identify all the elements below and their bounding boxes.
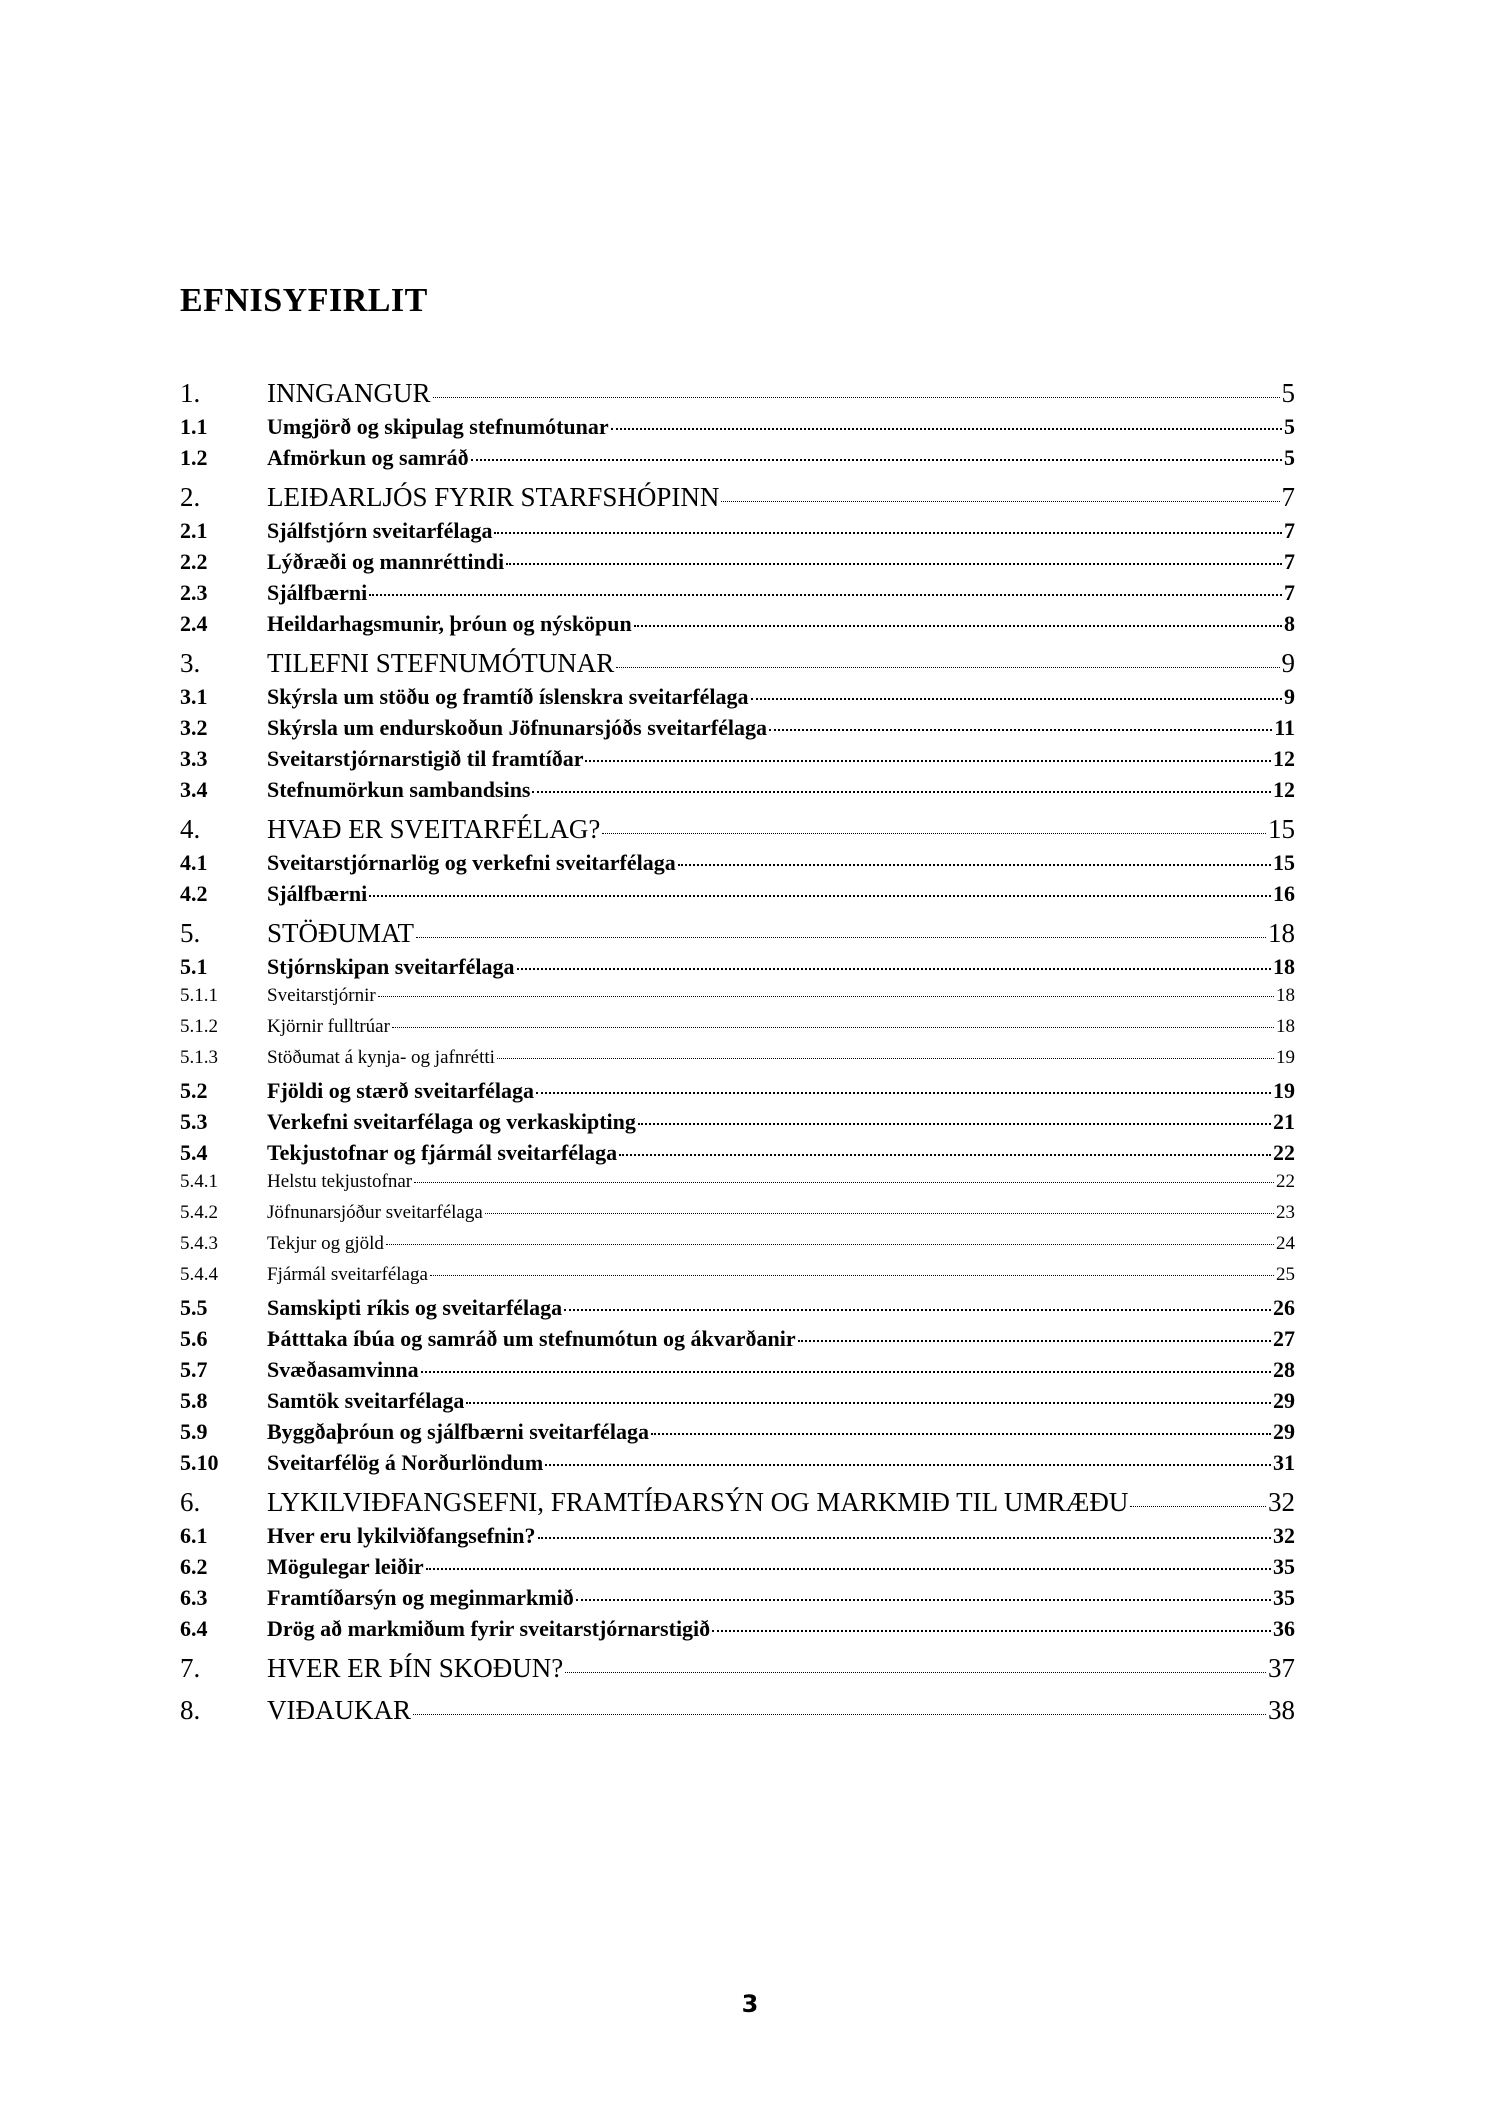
toc-entry-subsection[interactable] — [180, 1171, 1295, 1202]
toc-entry-page-number: 36 — [1273, 1616, 1295, 1641]
toc-dot-leader — [678, 864, 1271, 866]
toc-entry-section[interactable] — [180, 580, 1295, 611]
toc-entry-section[interactable] — [180, 445, 1295, 476]
toc-dot-leader — [413, 1714, 1266, 1715]
toc-entry-page-number: 25 — [1276, 1264, 1295, 1285]
toc-entry-section[interactable] — [180, 1109, 1295, 1140]
toc-dot-leader — [585, 760, 1271, 762]
toc-entry-number: 5. — [180, 918, 201, 948]
toc-entry-section[interactable] — [180, 1585, 1295, 1616]
toc-entry-chapter[interactable] — [180, 1487, 1295, 1523]
toc-entry-title: Helstu tekjustofnar — [267, 1171, 413, 1192]
toc-entry-section[interactable] — [180, 715, 1295, 746]
toc-entry-title: Sjálfbærni — [267, 881, 368, 906]
toc-entry-number: 5.5 — [180, 1295, 208, 1320]
toc-entry-number: 5.2 — [180, 1078, 208, 1103]
toc-dot-leader — [369, 594, 1282, 596]
toc-entry-number: 6. — [180, 1487, 201, 1517]
toc-dot-leader — [565, 1672, 1266, 1673]
toc-entry-page-number: 18 — [1276, 1016, 1295, 1037]
toc-entry-title: Samtök sveitarfélaga — [267, 1388, 465, 1413]
toc-entry-page-number: 24 — [1276, 1233, 1295, 1254]
toc-entry-title: LEIÐARLJÓS FYRIR STARFSHÓPINN — [267, 482, 720, 512]
toc-entry-section[interactable] — [180, 414, 1295, 445]
toc-entry-subsection[interactable] — [180, 1202, 1295, 1233]
toc-dot-leader — [421, 1371, 1271, 1373]
toc-dot-leader — [619, 1154, 1271, 1156]
toc-dot-leader — [392, 1027, 1274, 1028]
toc-entry-title: Tekjustofnar og fjármál sveitarfélaga — [267, 1140, 618, 1165]
toc-entry-number: 2. — [180, 482, 201, 512]
toc-entry-number: 4.1 — [180, 850, 208, 875]
toc-dot-leader — [494, 532, 1282, 534]
toc-entry-section[interactable] — [180, 1078, 1295, 1109]
toc-entry-number: 1.1 — [180, 414, 208, 439]
toc-entry-section[interactable] — [180, 611, 1295, 642]
toc-entry-number: 5.7 — [180, 1357, 208, 1382]
toc-entry-page-number: 7 — [1284, 549, 1295, 574]
toc-entry-number: 2.2 — [180, 549, 208, 574]
toc-entry-section[interactable] — [180, 954, 1295, 985]
toc-dot-leader — [386, 1244, 1274, 1245]
toc-entry-section[interactable] — [180, 1295, 1295, 1326]
toc-entry-section[interactable] — [180, 777, 1295, 808]
toc-entry-number: 6.1 — [180, 1523, 208, 1548]
toc-entry-page-number: 18 — [1276, 985, 1295, 1006]
toc-entry-number: 5.4.1 — [180, 1171, 218, 1192]
toc-entry-section[interactable] — [180, 746, 1295, 777]
toc-entry-title: Umgjörð og skipulag stefnumótunar — [267, 414, 609, 439]
toc-entry-section[interactable] — [180, 518, 1295, 549]
toc-entry-title: Stjórnskipan sveitarfélaga — [267, 954, 515, 979]
toc-entry-section[interactable] — [180, 1326, 1295, 1357]
toc-entry-title: Sveitarfélög á Norðurlöndum — [267, 1450, 544, 1475]
toc-entry-section[interactable] — [180, 1450, 1295, 1481]
toc-dot-leader — [638, 1123, 1271, 1125]
toc-entry-number: 4. — [180, 814, 201, 844]
toc-entry-chapter[interactable] — [180, 482, 1295, 518]
toc-entry-chapter[interactable] — [180, 1653, 1295, 1689]
toc-entry-section[interactable] — [180, 1554, 1295, 1585]
toc-dot-leader — [712, 1630, 1271, 1632]
toc-dot-leader — [721, 501, 1279, 502]
toc-entry-page-number: 29 — [1273, 1388, 1295, 1413]
toc-entry-title: Sjálfbærni — [267, 580, 368, 605]
toc-entry-title: INNGANGUR — [267, 378, 431, 408]
toc-entry-number: 3.4 — [180, 777, 208, 802]
toc-entry-title: TILEFNI STEFNUMÓTUNAR — [267, 648, 615, 678]
toc-entry-page-number: 15 — [1273, 850, 1295, 875]
toc-entry-number: 1. — [180, 378, 201, 408]
toc-entry-page-number: 35 — [1273, 1554, 1295, 1579]
toc-entry-page-number: 28 — [1273, 1357, 1295, 1382]
toc-entry-title: Fjöldi og stærð sveitarfélaga — [267, 1078, 534, 1103]
toc-entry-number: 5.1.2 — [180, 1016, 218, 1037]
toc-entry-number: 5.10 — [180, 1450, 219, 1475]
toc-entry-number: 2.3 — [180, 580, 208, 605]
toc-entry-page-number: 31 — [1273, 1450, 1295, 1475]
toc-entry-title: Hver eru lykilviðfangsefnin? — [267, 1523, 536, 1548]
toc-entry-page-number: 22 — [1276, 1171, 1295, 1192]
toc-entry-section[interactable] — [180, 1523, 1295, 1554]
toc-entry-section[interactable] — [180, 1419, 1295, 1450]
toc-dot-leader — [564, 1309, 1271, 1311]
toc-entry-section[interactable] — [180, 1140, 1295, 1171]
toc-entry-title: Þátttaka íbúa og samráð um stefnumótun og ákvarðanir — [267, 1326, 796, 1351]
toc-dot-leader — [545, 1464, 1271, 1466]
toc-entry-title: Kjörnir fulltrúar — [267, 1016, 390, 1037]
toc-entry-title: STÖÐUMAT — [267, 918, 415, 948]
page-title: EFNISYFIRLIT — [180, 282, 428, 319]
toc-entry-section[interactable] — [180, 1388, 1295, 1419]
toc-dot-leader — [536, 1092, 1271, 1094]
toc-entry-page-number: 19 — [1276, 1047, 1295, 1068]
toc-entry-page-number: 37 — [1268, 1653, 1295, 1683]
toc-entry-section[interactable] — [180, 881, 1295, 912]
toc-entry-title: Sjálfstjórn sveitarfélaga — [267, 518, 493, 543]
toc-entry-page-number: 9 — [1284, 684, 1295, 709]
toc-dot-leader — [538, 1537, 1272, 1539]
toc-entry-chapter[interactable] — [180, 378, 1295, 414]
toc-entry-chapter[interactable] — [180, 1695, 1295, 1731]
toc-entry-subsection[interactable] — [180, 1233, 1295, 1264]
toc-entry-title: Heildarhagsmunir, þróun og nýsköpun — [267, 611, 632, 636]
toc-entry-section[interactable] — [180, 549, 1295, 580]
toc-entry-number: 5.4 — [180, 1140, 208, 1165]
toc-entry-title: LYKILVIÐFANGSEFNI, FRAMTÍÐARSÝN OG MARKMIÐ TIL UMRÆÐU — [267, 1487, 1129, 1517]
toc-entry-section[interactable] — [180, 850, 1295, 881]
toc-entry-title: Fjármál sveitarfélaga — [267, 1264, 428, 1285]
toc-entry-number: 5.8 — [180, 1388, 208, 1413]
toc-entry-number: 5.3 — [180, 1109, 208, 1134]
toc-entry-subsection[interactable] — [180, 1016, 1295, 1047]
toc-dot-leader — [506, 563, 1282, 565]
table-of-contents — [180, 372, 1295, 1731]
toc-entry-title: Skýrsla um endurskoðun Jöfnunarsjóðs sveitarfélaga — [267, 715, 767, 740]
toc-dot-leader — [414, 1182, 1274, 1183]
toc-entry-number: 6.2 — [180, 1554, 208, 1579]
toc-entry-number: 5.4.3 — [180, 1233, 218, 1254]
toc-entry-title: Drög að markmiðum fyrir sveitarstjórnarstigið — [267, 1616, 711, 1641]
toc-entry-page-number: 18 — [1268, 918, 1295, 948]
toc-entry-number: 5.1 — [180, 954, 208, 979]
toc-dot-leader — [616, 667, 1279, 668]
toc-entry-number: 6.3 — [180, 1585, 208, 1610]
toc-dot-leader — [798, 1340, 1271, 1342]
toc-entry-number: 4.2 — [180, 881, 208, 906]
toc-entry-page-number: 18 — [1273, 954, 1295, 979]
toc-dot-leader — [466, 1402, 1271, 1404]
toc-dot-leader — [416, 937, 1266, 938]
toc-entry-title: Sveitarstjórnarstigið til framtíðar — [267, 746, 584, 771]
toc-dot-leader — [430, 1275, 1274, 1276]
toc-entry-title: VIÐAUKAR — [267, 1695, 411, 1725]
toc-entry-page-number: 12 — [1273, 777, 1295, 802]
toc-entry-title: Stefnumörkun sambandsins — [267, 777, 531, 802]
toc-dot-leader — [497, 1058, 1274, 1059]
toc-entry-number: 3. — [180, 648, 201, 678]
toc-entry-title: Skýrsla um stöðu og framtíð íslenskra sveitarfélaga — [267, 684, 749, 709]
toc-entry-number: 3.3 — [180, 746, 208, 771]
toc-entry-page-number: 19 — [1273, 1078, 1295, 1103]
toc-entry-page-number: 32 — [1273, 1523, 1295, 1548]
toc-entry-number: 5.4.4 — [180, 1264, 218, 1285]
toc-entry-title: Framtíðarsýn og meginmarkmið — [267, 1585, 574, 1610]
toc-entry-page-number: 7 — [1284, 580, 1295, 605]
toc-dot-leader — [602, 833, 1266, 834]
toc-dot-leader — [1130, 1506, 1266, 1507]
toc-entry-title: Afmörkun og samráð — [267, 445, 469, 470]
toc-entry-title: Svæðasamvinna — [267, 1357, 419, 1382]
toc-entry-title: Tekjur og gjöld — [267, 1233, 384, 1254]
toc-entry-page-number: 7 — [1281, 482, 1295, 512]
toc-dot-leader — [751, 698, 1282, 700]
toc-entry-title: Lýðræði og mannréttindi — [267, 549, 505, 574]
toc-dot-leader — [485, 1213, 1274, 1214]
toc-entry-number: 5.9 — [180, 1419, 208, 1444]
toc-entry-title: Samskipti ríkis og sveitarfélaga — [267, 1295, 563, 1320]
toc-entry-page-number: 8 — [1284, 611, 1295, 636]
toc-entry-subsection[interactable] — [180, 985, 1295, 1016]
toc-entry-title: Verkefni sveitarfélaga og verkaskipting — [267, 1109, 636, 1134]
toc-entry-page-number: 5 — [1284, 414, 1295, 439]
toc-entry-number: 3.2 — [180, 715, 208, 740]
toc-entry-number: 8. — [180, 1695, 201, 1725]
toc-entry-number: 5.4.2 — [180, 1202, 218, 1223]
toc-entry-number: 6.4 — [180, 1616, 208, 1641]
page-number: 3 — [741, 1990, 759, 2018]
toc-entry-number: 5.1.3 — [180, 1047, 218, 1068]
toc-entry-title: Mögulegar leiðir — [267, 1554, 424, 1579]
toc-dot-leader — [433, 397, 1280, 398]
toc-entry-section[interactable] — [180, 1357, 1295, 1388]
toc-entry-subsection[interactable] — [180, 1264, 1295, 1295]
toc-entry-title: Sveitarstjórnarlög og verkefni sveitarfélaga — [267, 850, 676, 875]
toc-entry-chapter[interactable] — [180, 648, 1295, 684]
toc-entry-page-number: 26 — [1273, 1295, 1295, 1320]
toc-dot-leader — [426, 1568, 1271, 1570]
toc-entry-page-number: 7 — [1284, 518, 1295, 543]
toc-entry-page-number: 32 — [1268, 1487, 1295, 1517]
toc-entry-number: 5.1.1 — [180, 985, 218, 1006]
toc-entry-title: HVAÐ ER SVEITARFÉLAG? — [267, 814, 601, 844]
toc-dot-leader — [611, 428, 1282, 430]
toc-entry-page-number: 15 — [1268, 814, 1295, 844]
toc-entry-title: Jöfnunarsjóður sveitarfélaga — [267, 1202, 483, 1223]
toc-entry-page-number: 38 — [1268, 1695, 1295, 1725]
toc-entry-number: 5.6 — [180, 1326, 208, 1351]
toc-dot-leader — [651, 1433, 1271, 1435]
toc-dot-leader — [378, 996, 1274, 997]
toc-dot-leader — [369, 895, 1271, 897]
toc-dot-leader — [576, 1599, 1271, 1601]
toc-entry-chapter[interactable] — [180, 918, 1295, 954]
toc-entry-subsection[interactable] — [180, 1047, 1295, 1078]
toc-entry-title: Byggðaþróun og sjálfbærni sveitarfélaga — [267, 1419, 649, 1444]
toc-entry-number: 2.4 — [180, 611, 208, 636]
toc-entry-title: Stöðumat á kynja- og jafnrétti — [267, 1047, 495, 1068]
toc-entry-chapter[interactable] — [180, 814, 1295, 850]
toc-dot-leader — [634, 625, 1282, 627]
toc-entry-page-number: 23 — [1276, 1202, 1295, 1223]
toc-entry-page-number: 9 — [1281, 648, 1295, 678]
toc-entry-page-number: 16 — [1273, 881, 1295, 906]
toc-dot-leader — [769, 729, 1272, 731]
toc-entry-page-number: 11 — [1274, 715, 1295, 740]
toc-dot-leader — [471, 459, 1282, 461]
toc-dot-leader — [517, 968, 1272, 970]
toc-entry-page-number: 22 — [1273, 1140, 1295, 1165]
toc-entry-number: 7. — [180, 1653, 201, 1683]
toc-entry-page-number: 21 — [1273, 1109, 1295, 1134]
toc-entry-title: HVER ER ÞÍN SKOÐUN? — [267, 1653, 564, 1683]
toc-entry-number: 3.1 — [180, 684, 208, 709]
toc-entry-number: 1.2 — [180, 445, 208, 470]
toc-entry-number: 2.1 — [180, 518, 208, 543]
toc-entry-title: Sveitarstjórnir — [267, 985, 376, 1006]
toc-entry-page-number: 27 — [1273, 1326, 1295, 1351]
toc-dot-leader — [532, 791, 1271, 793]
toc-entry-section[interactable] — [180, 684, 1295, 715]
toc-entry-page-number: 29 — [1273, 1419, 1295, 1444]
toc-entry-section[interactable] — [180, 1616, 1295, 1647]
toc-entry-page-number: 35 — [1273, 1585, 1295, 1610]
toc-entry-page-number: 5 — [1281, 378, 1295, 408]
toc-entry-page-number: 12 — [1273, 746, 1295, 771]
toc-entry-page-number: 5 — [1284, 445, 1295, 470]
